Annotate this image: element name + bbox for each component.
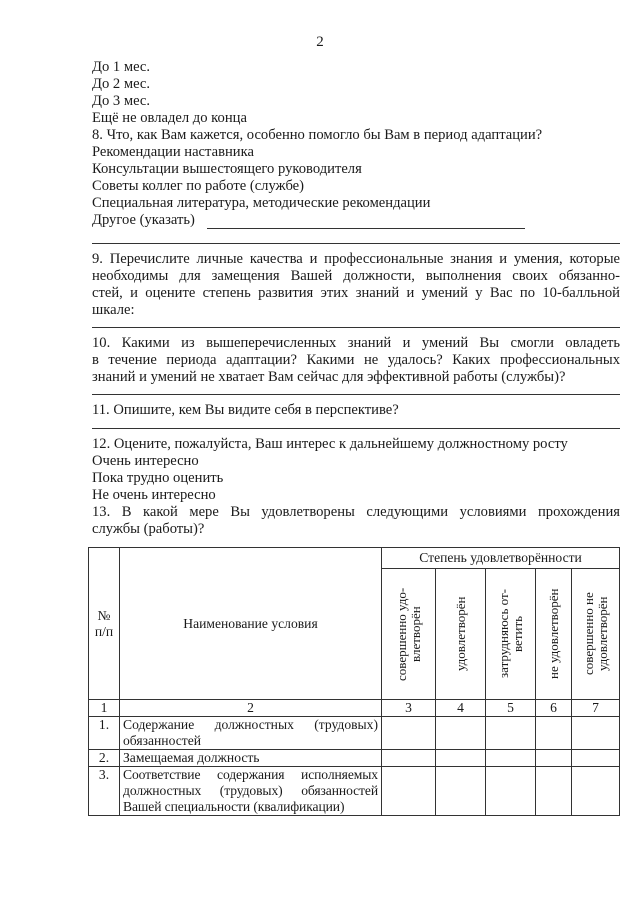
page-number: 2 — [316, 34, 324, 50]
index-cell: 1 — [89, 700, 120, 717]
q10-line: знаний и умений не хватает Вам сейчас для эффективной работы (службы)? — [92, 369, 566, 385]
col-number-header: № п/п — [89, 548, 120, 700]
q9-line: 9. Перечислите личные качества и профессиональные знания и умения, которые — [92, 251, 620, 267]
rating-cell[interactable] — [382, 767, 436, 816]
other-answer-line[interactable] — [207, 216, 525, 229]
condition-name: Содержание должностных (трудовых) обязанностей — [120, 717, 382, 750]
question-13 — [92, 504, 620, 538]
q13-line: 13. В какой мере Вы удовлетворены следующими условиями прохождения — [92, 504, 620, 520]
level-header: удовлетворён — [452, 596, 468, 672]
level-header-cell — [536, 569, 572, 700]
answer-line[interactable] — [92, 394, 620, 395]
level-header: не удовлетворён — [545, 588, 561, 680]
q9-line: шкале: — [92, 302, 135, 318]
q11-line: 11. Опишите, кем Вы видите себя в перспективе? — [92, 402, 399, 418]
index-cell: 6 — [536, 700, 572, 717]
row-number: 1. — [89, 717, 120, 750]
q9-line: необходимы для замещения Вашей должности, выполнения своих обязанно- — [92, 268, 620, 284]
row-number: 2. — [89, 750, 120, 767]
answer-line[interactable] — [92, 243, 620, 244]
question-12 — [92, 436, 620, 504]
q7-option: Ещё не овладел до конца — [92, 110, 247, 126]
answer-line[interactable] — [92, 428, 620, 429]
index-cell: 5 — [486, 700, 536, 717]
rating-cell[interactable] — [436, 750, 486, 767]
q9-line: стей, и оцените степень развития этих знаний и умений у Вас по 10-балльной — [92, 285, 620, 301]
level-header-cell — [436, 569, 486, 700]
satisfaction-table — [88, 547, 620, 816]
question-11 — [92, 402, 620, 419]
index-cell: 2 — [120, 700, 382, 717]
rating-cell[interactable] — [572, 717, 620, 750]
rating-cell[interactable] — [536, 717, 572, 750]
column-index-row — [89, 700, 620, 717]
rating-cell[interactable] — [572, 767, 620, 816]
q10-line: в течение периода адаптации? Какими не удалось? Каких профессиональных — [92, 352, 620, 368]
index-cell: 3 — [382, 700, 436, 717]
q8-option: Консультации вышестоящего руководителя — [92, 161, 362, 177]
level-header: затрудняюсь от-ветить — [495, 589, 525, 679]
rating-cell[interactable] — [436, 767, 486, 816]
rating-cell[interactable] — [486, 717, 536, 750]
level-header-cell — [572, 569, 620, 700]
q8-option: Советы коллег по работе (службе) — [92, 178, 305, 194]
q12-option: Очень интересно — [92, 453, 199, 469]
table-row — [89, 717, 620, 750]
rating-cell[interactable] — [436, 717, 486, 750]
condition-name: Соответствие содержания исполняемых должностных (трудовых) обязанностей Вашей специальности (квалификации) — [120, 767, 382, 816]
answer-line[interactable] — [92, 327, 620, 328]
level-header: совершенно не удовлетворён — [580, 592, 610, 676]
q8-option: Другое (указать) — [92, 212, 195, 228]
level-header-cell — [382, 569, 436, 700]
q7-option: До 3 мес. — [92, 93, 151, 109]
q7-option: До 1 мес. — [92, 59, 151, 75]
q8-option: Рекомендации наставника — [92, 144, 254, 160]
q7-options — [92, 59, 620, 127]
level-header-cell — [486, 569, 536, 700]
condition-name: Замещаемая должность — [120, 750, 382, 767]
question-9 — [92, 251, 620, 319]
rating-cell[interactable] — [572, 750, 620, 767]
q12-option: Не очень интересно — [92, 487, 216, 503]
index-cell: 7 — [572, 700, 620, 717]
q12-question: 12. Оцените, пожалуйста, Ваш интерес к дальнейшему должностному росту — [92, 436, 568, 452]
col-name-header: Наименование условия — [120, 548, 382, 700]
q10-line: 10. Какими из вышеперечисленных знаний и умений Вы смогли овладеть — [92, 335, 620, 351]
q8-question: 8. Что, как Вам кажется, особенно помогло бы Вам в период адаптации? — [92, 127, 543, 143]
rating-cell[interactable] — [536, 750, 572, 767]
rating-cell[interactable] — [536, 767, 572, 816]
q8-option: Специальная литература, методические рекомендации — [92, 195, 431, 211]
table-row — [89, 767, 620, 816]
table-row — [89, 750, 620, 767]
q13-line: службы (работы)? — [92, 521, 205, 537]
question-10 — [92, 335, 620, 386]
rating-cell[interactable] — [486, 767, 536, 816]
rating-cell[interactable] — [486, 750, 536, 767]
q7-option: До 2 мес. — [92, 76, 151, 92]
rating-cell[interactable] — [382, 750, 436, 767]
rating-cell[interactable] — [382, 717, 436, 750]
satisfaction-group-header: Степень удовлетворённости — [382, 548, 620, 569]
question-8 — [92, 127, 620, 229]
index-cell: 4 — [436, 700, 486, 717]
row-number: 3. — [89, 767, 120, 816]
q12-option: Пока трудно оценить — [92, 470, 224, 486]
q8-option-other — [92, 212, 620, 229]
level-header: совершенно удо-влетворён — [393, 587, 423, 681]
